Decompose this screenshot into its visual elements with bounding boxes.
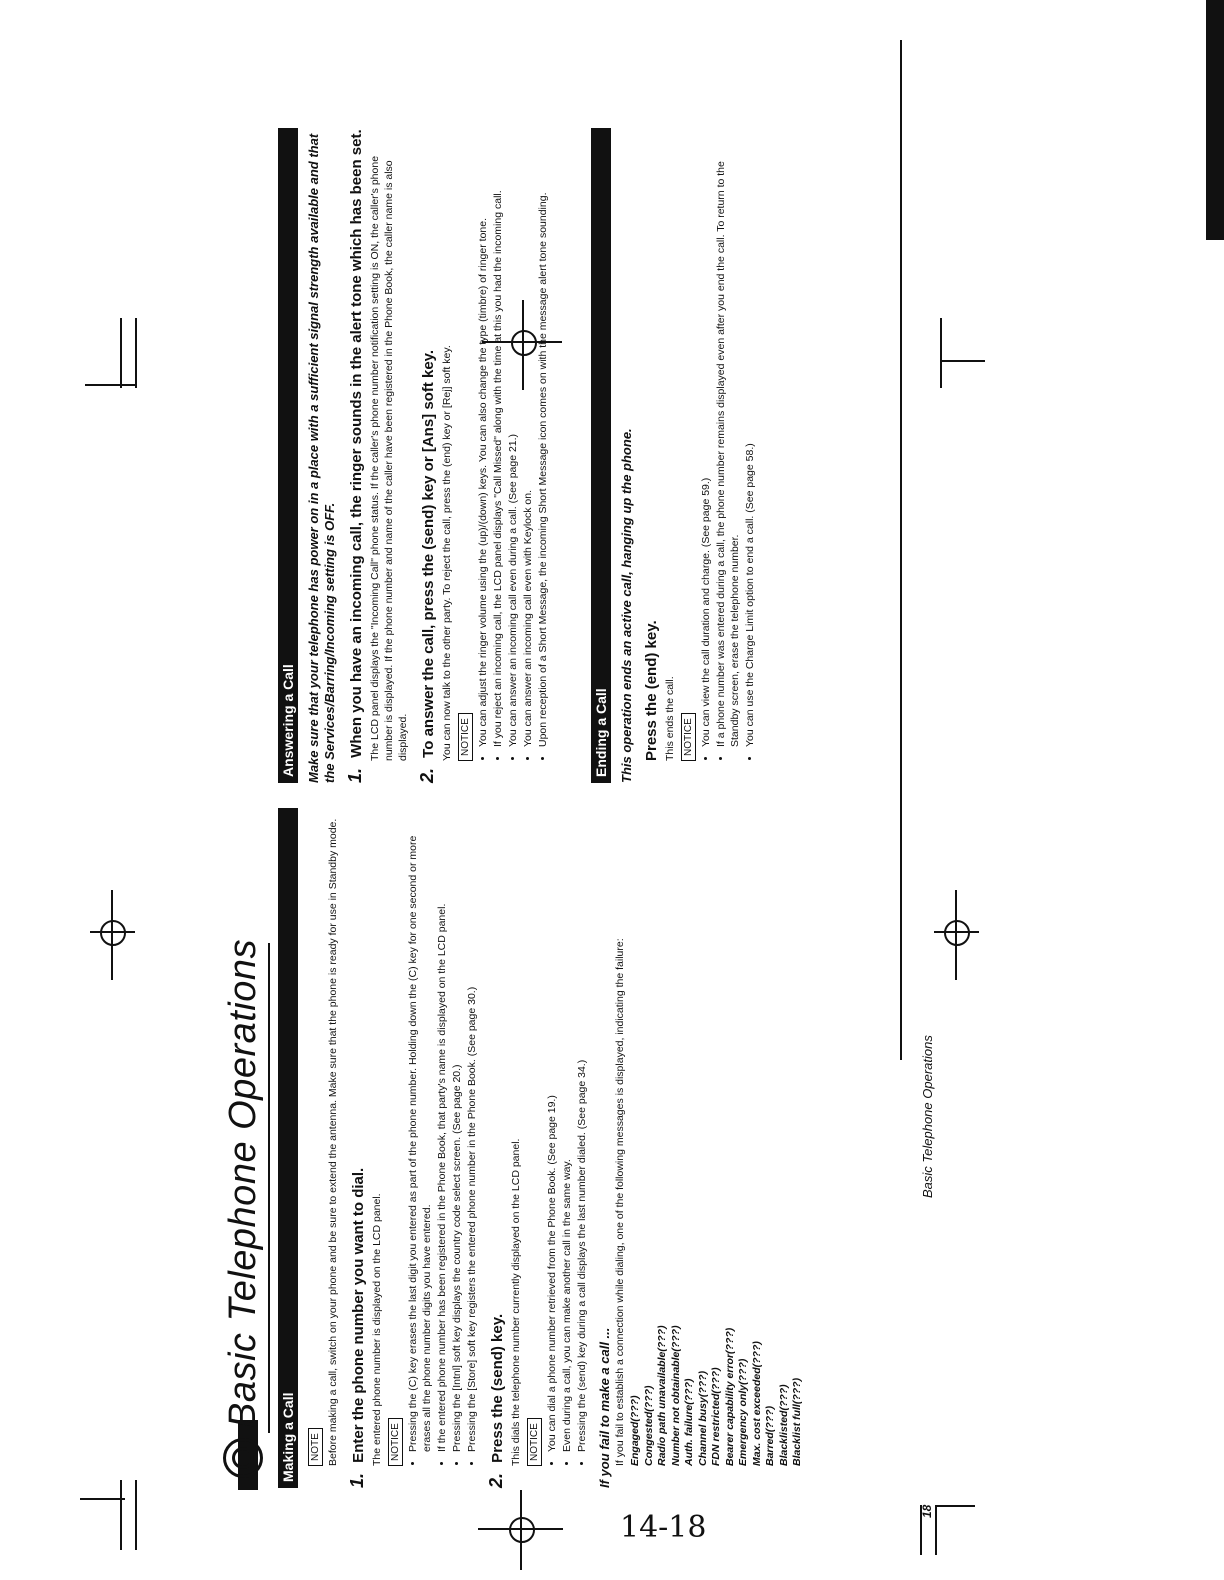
globe-icon (223, 1438, 263, 1478)
handwritten-number: 14-18 (620, 1510, 707, 1545)
step-1-number: 1. (347, 1472, 367, 1488)
list-item: FDN restricted(???) (710, 1367, 722, 1466)
fail-heading: If you fail to make a call ... (597, 1327, 612, 1488)
list-item: Barred(???) (764, 1405, 776, 1466)
list-item: Channel busy(???) (696, 1370, 709, 1466)
registration-target-center-h (934, 931, 979, 933)
crop-mark-bottom-right-h (935, 1505, 975, 1507)
list-item: Max. cost exceeded(???) (750, 1341, 763, 1466)
crop-mark-bottom-left-h (80, 1498, 125, 1500)
list-item: Engaged(???) (629, 1395, 641, 1466)
crop-mark-top-left-v2 (135, 318, 137, 388)
answer-step-1-heading (346, 128, 366, 783)
list-item: • If a phone number was entered during a call, the phone number remains displayed even after you end the call. To return to the Standby screen, erase the telephone number. (714, 128, 742, 747)
list-item: Bearer capability error(???) (723, 1327, 736, 1466)
page-title: Basic Telephone Operations (221, 938, 264, 1428)
list-item: • If the entered phone number has been registered in the Phone Book, that party's name is displayed on the LCD panel. (435, 808, 449, 1452)
crop-mark-bottom-left-v (120, 1480, 122, 1550)
step-1-heading (348, 808, 368, 1488)
list-item: • Pressing the (send) key during a call displays the last number dialed. (See page 34.) (575, 808, 589, 1452)
answering-intro: Make sure that your telephone has power on in a place with a sufficient signal strength available and that the Services/Barring/Incoming setting is OFF. (306, 133, 337, 783)
list-item: • Pressing the [Store] soft key registers the entered phone number in the Phone Book. (See page 30.) (465, 808, 479, 1452)
list-item: Blacklist full(???) (791, 1377, 803, 1466)
answer-step-1-title: When you have an incoming call, the ringer sounds in the alert tone which has been set. (348, 129, 365, 758)
crop-mark-top-right-v (940, 318, 942, 388)
list-item: • You can adjust the ringer volume using the (up)/(down) keys. You can also change the type (timbre) of ringer tone. (476, 128, 490, 747)
list-item: • Pressing the [Intnl] soft key displays the country code select screen. (See page 20.) (450, 808, 464, 1452)
step-2-notice-list (545, 808, 589, 1466)
title-underline (268, 943, 270, 1433)
fail-message-list (629, 808, 805, 1466)
registration-target-bottom (509, 1517, 535, 1543)
note-text: Before making a call, switch on your phone and be sure to extend the antenna. Make sure that the phone is ready for use in Standby mode. (327, 818, 339, 1466)
notice-badge: NOTICE (458, 713, 473, 761)
crop-mark-top-right-h (940, 360, 985, 362)
footer-text: Basic Telephone Operations (920, 1035, 935, 1198)
list-item: • If you reject an incoming call, the LCD panel displays "Call Missed" along with the time at this you had the incoming call. (491, 128, 505, 747)
step-1-text: The entered phone number is displayed on the LCD panel. (371, 1193, 383, 1466)
section-heading-ending-call: Ending a Call (591, 128, 611, 783)
step-2-title: Press the (send) key. (489, 1313, 506, 1463)
step-1-notice-list (406, 808, 479, 1466)
list-item: • Pressing the (C) key erases the last digit you entered as part of the phone number. Holding down the (C) key for one second or more erases all the phone number digits you have entered. (406, 808, 434, 1452)
page-number: 18 (920, 1504, 934, 1518)
list-item: Emergency only(???) (737, 1358, 749, 1466)
registration-target-left (100, 920, 126, 946)
list-item: Auth. failure(???) (683, 1378, 695, 1466)
registration-target-left-v (111, 890, 113, 980)
right-edge-bar (1206, 0, 1224, 240)
answer-step-2-title: To answer the call, press the (send) key or [Ans] soft key. (420, 349, 437, 758)
list-item: Blacklisted(???) (777, 1384, 790, 1466)
registration-target-left-h (90, 931, 135, 933)
rotated-manual-page (208, 108, 938, 1518)
answering-call-section (278, 128, 758, 783)
section-heading-making-call: Making a Call (278, 808, 298, 1488)
ending-intro: This operation ends an active call, hanging up the phone. (619, 428, 634, 783)
crop-mark-top-left-h (85, 384, 135, 386)
step-2-text: This dials the telephone number currently displayed on the LCD panel. (510, 1138, 522, 1466)
list-item: Radio path unavailable(???) (656, 1325, 668, 1466)
list-item: • You can answer an incoming call even with Keylock on. (521, 128, 535, 747)
notice-badge: NOTICE (388, 1418, 403, 1466)
fail-text: If you fail to establish a connection while dialing, one of the following messages is displayed, indicating the failure: (614, 938, 626, 1466)
list-item: • You can answer an incoming call even during a call. (See page 21.) (506, 128, 520, 747)
registration-target-center (944, 920, 970, 946)
list-item: Number not obtainable(???) (669, 1325, 682, 1466)
section-heading-answering-call: Answering a Call (278, 128, 298, 783)
step-2-number: 2. (486, 1472, 506, 1488)
crop-mark-top-left-v (120, 318, 122, 388)
notice-badge: NOTICE (681, 713, 696, 761)
answer-step-2-number: 2. (417, 767, 437, 783)
making-call-section (278, 808, 805, 1488)
answer-step-1-number: 1. (345, 767, 365, 783)
answer-step-1-text: The LCD panel displays the "Incoming Call" phone status. If the caller's phone number notification setting is ON, the caller's phone number is displayed. If the phone number and name of the caller have been registered in the Phone Book, the caller name is also displayed. (369, 155, 409, 761)
step-1-title: Enter the phone number you want to dial. (350, 1167, 367, 1463)
ending-notice-list (699, 128, 757, 761)
registration-target-center-v (955, 890, 957, 980)
answer-step-2-heading (418, 128, 438, 783)
ending-step-title: Press the (end) key. (643, 620, 660, 761)
list-item: Congested(???) (642, 1385, 655, 1466)
crop-mark-bottom-left-v2 (135, 1480, 137, 1550)
registration-target-bottom-h (478, 1528, 563, 1530)
list-item: • You can use the Charge Limit option to end a call. (See page 58.) (743, 128, 757, 747)
note-badge: NOTE (308, 1428, 323, 1466)
registration-target-bottom-v (520, 1490, 522, 1570)
list-item: • Even during a call, you can make another call in the same way. (560, 808, 574, 1452)
list-item: • You can dial a phone number retrieved from the Phone Book. (See page 19.) (545, 808, 559, 1452)
notice-badge: NOTICE (527, 1418, 542, 1466)
step-2-heading (487, 808, 507, 1488)
ending-step-text: This ends the call. (664, 676, 676, 761)
list-item: • You can view the call duration and charge. (See page 59.) (699, 128, 713, 747)
answer-notice-list (476, 128, 550, 761)
list-item: • Upon reception of a Short Message, the incoming Short Message icon comes on with the message alert tone sounding. (536, 128, 550, 747)
crop-mark-bottom-right-v2 (935, 1505, 937, 1555)
answer-step-2-text: You can now talk to the other party. To reject the call, press the (end) key or [Rej] soft key. (441, 345, 453, 761)
